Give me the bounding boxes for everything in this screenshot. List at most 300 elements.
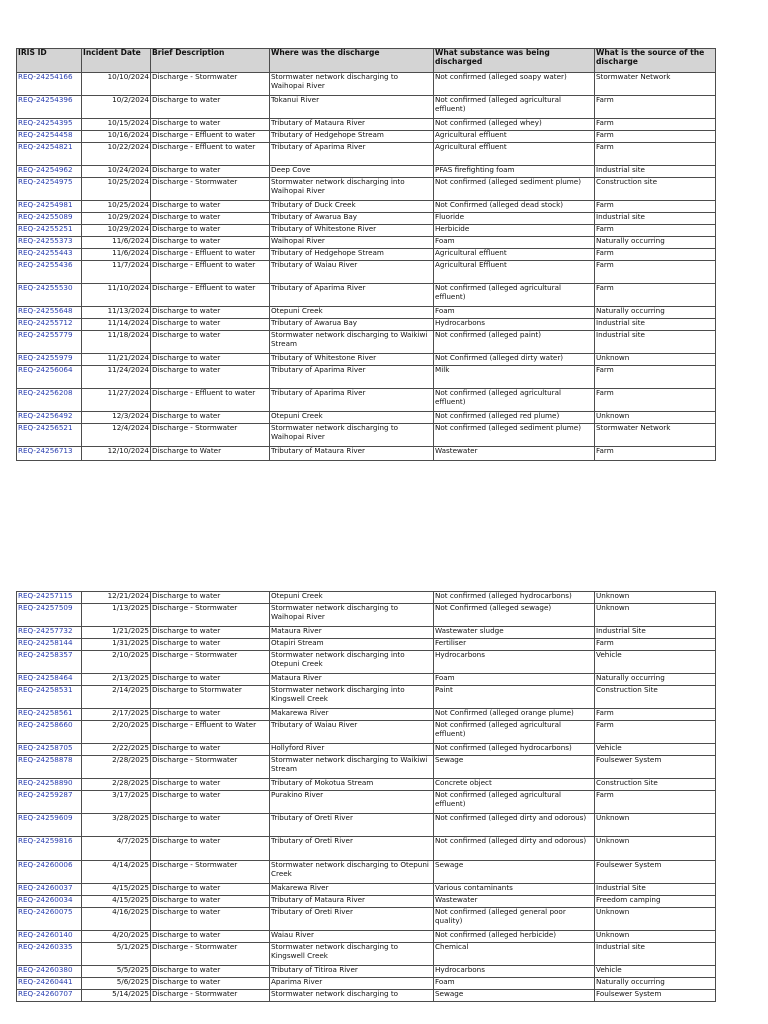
description-cell: Discharge - Effluent to water [151, 284, 270, 307]
description-cell: Discharge - Stormwater [151, 73, 270, 96]
table-row [17, 119, 716, 131]
table-row [17, 319, 716, 331]
table-row [17, 639, 716, 651]
iris-id-link[interactable]: REQ-24258660 [18, 720, 73, 729]
location-cell: Aparima River [270, 978, 434, 990]
substance-cell: Herbicide [434, 225, 595, 237]
substance-cell: Paint [434, 686, 595, 709]
description-cell: Discharge to water [151, 237, 270, 249]
location-cell: Waiau River [270, 931, 434, 943]
source-cell: Farm [595, 447, 716, 461]
location-cell: Stormwater network discharging to [270, 990, 434, 1002]
iris-id-cell [17, 756, 82, 779]
iris-id-link[interactable]: REQ-24254396 [18, 95, 73, 104]
incident-date-cell: 11/14/2024 [82, 319, 151, 331]
iris-id-cell [17, 354, 82, 366]
location-cell: Stormwater network discharging to Waihopai River [270, 73, 434, 96]
iris-id-cell [17, 884, 82, 896]
incident-date-cell: 10/25/2024 [82, 178, 151, 201]
iris-id-link[interactable]: REQ-24256208 [18, 388, 73, 397]
description-cell: Discharge - Stormwater [151, 943, 270, 966]
iris-id-cell [17, 744, 82, 756]
incident-date-cell: 12/10/2024 [82, 447, 151, 461]
table-row [17, 201, 716, 213]
iris-id-link[interactable]: REQ-24260075 [18, 907, 73, 916]
incident-date-cell: 2/13/2025 [82, 674, 151, 686]
substance-cell: Various contaminants [434, 884, 595, 896]
iris-id-link[interactable]: REQ-24255443 [18, 248, 73, 257]
description-cell: Discharge to water [151, 592, 270, 604]
source-cell: Farm [595, 131, 716, 143]
substance-cell: Not confirmed (alleged dirty and odorous) [434, 814, 595, 837]
source-cell: Farm [595, 639, 716, 651]
substance-cell: Hydrocarbons [434, 966, 595, 978]
iris-id-link[interactable]: REQ-24259287 [18, 790, 73, 799]
iris-id-link[interactable]: REQ-24258357 [18, 650, 73, 659]
iris-id-link[interactable]: REQ-24255251 [18, 224, 73, 233]
substance-cell: Not confirmed (alleged sediment plume) [434, 178, 595, 201]
incident-date-cell: 11/24/2024 [82, 366, 151, 389]
substance-cell: Foam [434, 674, 595, 686]
description-cell: Discharge to water [151, 354, 270, 366]
incident-date-cell: 11/6/2024 [82, 237, 151, 249]
location-cell: Mataura River [270, 627, 434, 639]
iris-id-link[interactable]: REQ-24255648 [18, 306, 73, 315]
description-cell: Discharge to water [151, 674, 270, 686]
location-cell: Tributary of Mataura River [270, 447, 434, 461]
table-row [17, 884, 716, 896]
description-cell: Discharge to water [151, 166, 270, 178]
iris-id-cell [17, 249, 82, 261]
incident-date-cell: 4/16/2025 [82, 908, 151, 931]
iris-id-cell [17, 966, 82, 978]
iris-id-link[interactable]: REQ-24255089 [18, 212, 73, 221]
iris-id-cell [17, 604, 82, 627]
location-cell: Tributary of Hedgehope Stream [270, 131, 434, 143]
description-cell: Discharge to water [151, 225, 270, 237]
source-cell: Farm [595, 143, 716, 166]
location-cell: Stormwater network discharging into Kingswell Creek [270, 686, 434, 709]
location-cell: Tributary of Duck Creek [270, 201, 434, 213]
header-incident-date: Incident Date [82, 49, 151, 73]
description-cell: Discharge - Stormwater [151, 178, 270, 201]
incident-date-cell: 10/10/2024 [82, 73, 151, 96]
substance-cell: Sewage [434, 861, 595, 884]
incident-date-cell: 11/27/2024 [82, 389, 151, 412]
location-cell: Tributary of Aparima River [270, 366, 434, 389]
table-row [17, 96, 716, 119]
source-cell: Farm [595, 96, 716, 119]
table-row [17, 143, 716, 166]
description-cell: Discharge - Stormwater [151, 990, 270, 1002]
source-cell: Industrial Site [595, 627, 716, 639]
source-cell: Unknown [595, 354, 716, 366]
table-row [17, 721, 716, 744]
source-cell: Farm [595, 249, 716, 261]
location-cell: Tokanui River [270, 96, 434, 119]
incident-date-cell: 4/15/2025 [82, 896, 151, 908]
substance-cell: Not confirmed (alleged sediment plume) [434, 424, 595, 447]
substance-cell: Agricultural Effluent [434, 261, 595, 284]
description-cell: Discharge to water [151, 908, 270, 931]
source-cell: Unknown [595, 412, 716, 424]
incident-date-cell: 10/29/2024 [82, 213, 151, 225]
header-row [17, 49, 716, 73]
description-cell: Discharge to water [151, 213, 270, 225]
iris-id-link[interactable]: REQ-24260335 [18, 942, 73, 951]
iris-id-link[interactable]: REQ-24255779 [18, 330, 73, 339]
location-cell: Tributary of Whitestone River [270, 225, 434, 237]
description-cell: Discharge - Effluent to water [151, 131, 270, 143]
table-row [17, 366, 716, 389]
substance-cell: Agricultural effluent [434, 249, 595, 261]
iris-id-link[interactable]: REQ-24258144 [18, 638, 73, 647]
table-row [17, 284, 716, 307]
table-row [17, 249, 716, 261]
header-iris-id: IRIS ID [17, 49, 82, 73]
iris-id-link[interactable]: REQ-24260006 [18, 860, 73, 869]
location-cell: Stormwater network discharging into Waihopai River [270, 178, 434, 201]
iris-id-link[interactable]: REQ-24254395 [18, 118, 73, 127]
source-cell: Industrial site [595, 331, 716, 354]
source-cell: Vehicle [595, 744, 716, 756]
description-cell: Discharge to Water [151, 447, 270, 461]
location-cell: Tributary of Mataura River [270, 896, 434, 908]
description-cell: Discharge to water [151, 201, 270, 213]
substance-cell: Foam [434, 237, 595, 249]
location-cell: Tributary of Waiau River [270, 721, 434, 744]
table-body-1 [17, 73, 716, 461]
iris-id-cell [17, 837, 82, 861]
description-cell: Discharge to water [151, 978, 270, 990]
iris-id-cell [17, 225, 82, 237]
location-cell: Tributary of Oreti River [270, 837, 434, 861]
location-cell: Stormwater network discharging to Kingswell Creek [270, 943, 434, 966]
incident-date-cell: 3/28/2025 [82, 814, 151, 837]
source-cell: Industrial site [595, 943, 716, 966]
iris-id-link[interactable]: REQ-24256713 [18, 446, 73, 455]
iris-id-link[interactable]: REQ-24258705 [18, 743, 73, 752]
substance-cell: Not Confirmed (alleged dirty water) [434, 354, 595, 366]
description-cell: Discharge - Stormwater [151, 651, 270, 674]
substance-cell: Not confirmed (alleged agricultural effluent) [434, 791, 595, 814]
table-row [17, 604, 716, 627]
table-row [17, 331, 716, 354]
incident-date-cell: 10/22/2024 [82, 143, 151, 166]
location-cell: Tributary of Oreti River [270, 908, 434, 931]
description-cell: Discharge to water [151, 319, 270, 331]
header-source: What is the source of the discharge [595, 49, 716, 73]
iris-id-cell [17, 978, 82, 990]
iris-id-link[interactable]: REQ-24255979 [18, 353, 73, 362]
iris-id-cell [17, 412, 82, 424]
iris-id-cell [17, 814, 82, 837]
incident-date-cell: 10/15/2024 [82, 119, 151, 131]
source-cell: Farm [595, 261, 716, 284]
location-cell: Tributary of Aparima River [270, 284, 434, 307]
description-cell: Discharge to water [151, 791, 270, 814]
location-cell: Tributary of Waiau River [270, 261, 434, 284]
iris-id-link[interactable]: REQ-24256492 [18, 411, 73, 420]
source-cell: Industrial site [595, 319, 716, 331]
iris-id-cell [17, 424, 82, 447]
source-cell: Naturally occurring [595, 674, 716, 686]
iris-id-link[interactable]: REQ-24254458 [18, 130, 73, 139]
source-cell: Construction Site [595, 779, 716, 791]
source-cell: Farm [595, 284, 716, 307]
substance-cell: Not confirmed (alleged herbicide) [434, 931, 595, 943]
table-row [17, 131, 716, 143]
source-cell: Unknown [595, 931, 716, 943]
description-cell: Discharge to water [151, 966, 270, 978]
iris-id-link[interactable]: REQ-24255530 [18, 283, 73, 292]
iris-id-link[interactable]: REQ-24260037 [18, 883, 73, 892]
table-row [17, 896, 716, 908]
description-cell: Discharge to water [151, 412, 270, 424]
substance-cell: Not confirmed (alleged paint) [434, 331, 595, 354]
description-cell: Discharge to water [151, 779, 270, 791]
iris-id-cell [17, 201, 82, 213]
description-cell: Discharge - Stormwater [151, 604, 270, 627]
iris-id-link[interactable]: REQ-24257115 [18, 591, 73, 600]
iris-id-link[interactable]: REQ-24256064 [18, 365, 73, 374]
substance-cell: Agricultural effluent [434, 131, 595, 143]
table-row [17, 307, 716, 319]
iris-id-link[interactable]: REQ-24255436 [18, 260, 73, 269]
table-row [17, 791, 716, 814]
iris-id-cell [17, 931, 82, 943]
iris-id-link[interactable]: REQ-24260034 [18, 895, 73, 904]
location-cell: Otapiri Stream [270, 639, 434, 651]
iris-id-cell [17, 896, 82, 908]
substance-cell: Wastewater [434, 896, 595, 908]
source-cell: Vehicle [595, 651, 716, 674]
source-cell: Stormwater Network [595, 424, 716, 447]
iris-id-cell [17, 213, 82, 225]
incident-date-cell: 2/14/2025 [82, 686, 151, 709]
table-row [17, 73, 716, 96]
substance-cell: Milk [434, 366, 595, 389]
incident-date-cell: 1/21/2025 [82, 627, 151, 639]
iris-id-cell [17, 943, 82, 966]
table-row [17, 412, 716, 424]
iris-id-link[interactable]: REQ-24254962 [18, 165, 73, 174]
incident-date-cell: 10/24/2024 [82, 166, 151, 178]
table-row [17, 931, 716, 943]
location-cell: Makarewa River [270, 709, 434, 721]
iris-id-link[interactable]: REQ-24254981 [18, 200, 73, 209]
iris-id-link[interactable]: REQ-24259816 [18, 836, 73, 845]
iris-id-cell [17, 721, 82, 744]
table-row [17, 674, 716, 686]
source-cell: Foulsewer System [595, 756, 716, 779]
table-row [17, 178, 716, 201]
substance-cell: Not confirmed (alleged agricultural effluent) [434, 389, 595, 412]
description-cell: Discharge to water [151, 627, 270, 639]
iris-id-link[interactable]: REQ-24260441 [18, 977, 73, 986]
source-cell: Farm [595, 721, 716, 744]
substance-cell: Fertiliser [434, 639, 595, 651]
location-cell: Tributary of Awarua Bay [270, 319, 434, 331]
iris-id-cell [17, 307, 82, 319]
iris-id-cell [17, 861, 82, 884]
iris-id-link[interactable]: REQ-24260380 [18, 965, 73, 974]
iris-id-cell [17, 73, 82, 96]
table-row [17, 709, 716, 721]
iris-id-cell [17, 331, 82, 354]
source-cell: Construction site [595, 178, 716, 201]
source-cell: Freedom camping [595, 896, 716, 908]
location-cell: Tributary of Aparima River [270, 143, 434, 166]
location-cell: Purakino River [270, 791, 434, 814]
description-cell: Discharge to water [151, 119, 270, 131]
substance-cell: Not confirmed (alleged agricultural effluent) [434, 284, 595, 307]
source-cell: Farm [595, 791, 716, 814]
location-cell: Tributary of Whitestone River [270, 354, 434, 366]
iris-id-cell [17, 261, 82, 284]
location-cell: Tributary of Oreti River [270, 814, 434, 837]
iris-id-cell [17, 791, 82, 814]
iris-id-link[interactable]: REQ-24257509 [18, 603, 73, 612]
location-cell: Waihopai River [270, 237, 434, 249]
table-row [17, 990, 716, 1002]
description-cell: Discharge - Effluent to Water [151, 721, 270, 744]
iris-id-cell [17, 651, 82, 674]
table-row [17, 166, 716, 178]
source-cell: Farm [595, 201, 716, 213]
substance-cell: Foam [434, 307, 595, 319]
description-cell: Discharge to water [151, 814, 270, 837]
iris-id-cell [17, 96, 82, 119]
description-cell: Discharge - Effluent to water [151, 249, 270, 261]
incident-date-cell: 10/25/2024 [82, 201, 151, 213]
description-cell: Discharge to water [151, 884, 270, 896]
iris-id-link[interactable]: REQ-24258531 [18, 685, 73, 694]
location-cell: Otepuni Creek [270, 307, 434, 319]
iris-id-link[interactable]: REQ-24255373 [18, 236, 73, 245]
source-cell: Industrial site [595, 213, 716, 225]
header-brief-description: Brief Description [151, 49, 270, 73]
iris-id-link[interactable]: REQ-24260707 [18, 989, 73, 998]
incident-date-cell: 2/20/2025 [82, 721, 151, 744]
location-cell: Otepuni Creek [270, 412, 434, 424]
location-cell: Stormwater network discharging to Waihopai River [270, 424, 434, 447]
incident-date-cell: 12/3/2024 [82, 412, 151, 424]
description-cell: Discharge - Effluent to water [151, 143, 270, 166]
source-cell: Construction Site [595, 686, 716, 709]
location-cell: Stormwater network discharging to Waihopai River [270, 604, 434, 627]
table-row [17, 908, 716, 931]
source-cell: Naturally occurring [595, 237, 716, 249]
iris-id-link[interactable]: REQ-24256521 [18, 423, 73, 432]
incident-date-cell: 1/31/2025 [82, 639, 151, 651]
substance-cell: Not confirmed (alleged soapy water) [434, 73, 595, 96]
incident-date-cell: 2/10/2025 [82, 651, 151, 674]
incident-date-cell: 2/28/2025 [82, 779, 151, 791]
iris-id-link[interactable]: REQ-24258890 [18, 778, 73, 787]
incident-date-cell: 11/13/2024 [82, 307, 151, 319]
location-cell: Stormwater network discharging to Waikiwi Stream [270, 331, 434, 354]
iris-id-link[interactable]: REQ-24259609 [18, 813, 73, 822]
incident-date-cell: 11/18/2024 [82, 331, 151, 354]
iris-id-link[interactable]: REQ-24255712 [18, 318, 73, 327]
iris-id-link[interactable]: REQ-24258561 [18, 708, 73, 717]
incident-date-cell: 5/6/2025 [82, 978, 151, 990]
iris-id-link[interactable]: REQ-24258878 [18, 755, 73, 764]
table-row [17, 592, 716, 604]
source-cell: Stormwater Network [595, 73, 716, 96]
incident-date-cell: 1/13/2025 [82, 604, 151, 627]
substance-cell: Sewage [434, 990, 595, 1002]
substance-cell: Not confirmed (alleged whey) [434, 119, 595, 131]
substance-cell: Wastewater sludge [434, 627, 595, 639]
iris-id-cell [17, 639, 82, 651]
substance-cell: Not confirmed (alleged general poor quality) [434, 908, 595, 931]
description-cell: Discharge - Effluent to water [151, 389, 270, 412]
iris-id-cell [17, 143, 82, 166]
incident-date-cell: 10/2/2024 [82, 96, 151, 119]
table-row [17, 237, 716, 249]
source-cell: Farm [595, 389, 716, 412]
incident-date-cell: 10/29/2024 [82, 225, 151, 237]
table-row [17, 943, 716, 966]
substance-cell: Chemical [434, 943, 595, 966]
substance-cell: Not Confirmed (alleged orange plume) [434, 709, 595, 721]
incident-table-2 [16, 591, 716, 1002]
iris-id-link[interactable]: REQ-24254975 [18, 177, 73, 186]
iris-id-cell [17, 686, 82, 709]
iris-id-cell [17, 319, 82, 331]
table-body-2 [17, 592, 716, 1002]
substance-cell: Not confirmed (alleged hydrocarbons) [434, 592, 595, 604]
incident-date-cell: 3/17/2025 [82, 791, 151, 814]
iris-id-link[interactable]: REQ-24254821 [18, 142, 73, 151]
location-cell: Tributary of Titiroa River [270, 966, 434, 978]
iris-id-cell [17, 131, 82, 143]
substance-cell: Not confirmed (alleged agricultural effluent) [434, 721, 595, 744]
source-cell: Foulsewer System [595, 990, 716, 1002]
table-row [17, 814, 716, 837]
source-cell: Farm [595, 119, 716, 131]
incident-date-cell: 10/16/2024 [82, 131, 151, 143]
incident-date-cell: 11/6/2024 [82, 249, 151, 261]
iris-id-cell [17, 166, 82, 178]
substance-cell: Sewage [434, 756, 595, 779]
iris-id-cell [17, 990, 82, 1002]
substance-cell: Not confirmed (alleged dirty and odorous) [434, 837, 595, 861]
incident-date-cell: 2/22/2025 [82, 744, 151, 756]
iris-id-link[interactable]: REQ-24257732 [18, 626, 73, 635]
table-row [17, 651, 716, 674]
iris-id-link[interactable]: REQ-24260140 [18, 930, 73, 939]
table-row [17, 225, 716, 237]
iris-id-cell [17, 779, 82, 791]
substance-cell: Agricultural effluent [434, 143, 595, 166]
iris-id-cell [17, 178, 82, 201]
location-cell: Tributary of Mataura River [270, 119, 434, 131]
iris-id-link[interactable]: REQ-24258464 [18, 673, 73, 682]
table-row [17, 447, 716, 461]
source-cell: Vehicle [595, 966, 716, 978]
location-cell: Deep Cove [270, 166, 434, 178]
table-row [17, 354, 716, 366]
substance-cell: Wastewater [434, 447, 595, 461]
iris-id-link[interactable]: REQ-24254166 [18, 72, 73, 81]
location-cell: Mataura River [270, 674, 434, 686]
description-cell: Discharge to water [151, 366, 270, 389]
table-row [17, 627, 716, 639]
substance-cell: PFAS firefighting foam [434, 166, 595, 178]
